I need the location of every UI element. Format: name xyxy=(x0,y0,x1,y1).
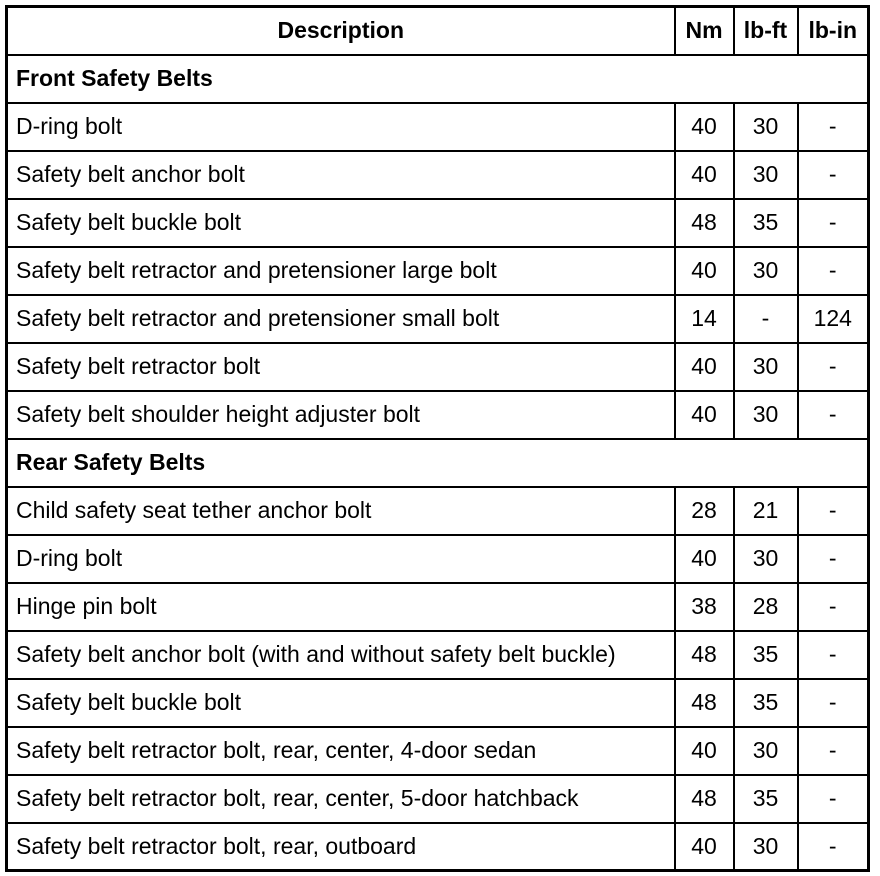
lbft-cell: 35 xyxy=(734,679,798,727)
section-title: Rear Safety Belts xyxy=(7,439,869,487)
description-cell: Safety belt buckle bolt xyxy=(7,199,675,247)
description-cell: D-ring bolt xyxy=(7,103,675,151)
lbft-cell: 30 xyxy=(734,727,798,775)
table-row xyxy=(7,487,869,535)
lbin-cell: - xyxy=(798,199,869,247)
lbin-cell: - xyxy=(798,487,869,535)
nm-cell: 48 xyxy=(675,199,734,247)
description-cell: Safety belt retractor bolt xyxy=(7,343,675,391)
lbft-cell: - xyxy=(734,295,798,343)
description-cell: Safety belt anchor bolt xyxy=(7,151,675,199)
table-row xyxy=(7,151,869,199)
lbin-cell: - xyxy=(798,247,869,295)
section-title: Front Safety Belts xyxy=(7,55,869,103)
lbin-cell: 124 xyxy=(798,295,869,343)
description-cell: Safety belt retractor and pretensioner large bolt xyxy=(7,247,675,295)
section-row xyxy=(7,439,869,487)
nm-cell: 40 xyxy=(675,823,734,871)
table-row xyxy=(7,823,869,871)
header-nm: Nm xyxy=(675,7,734,55)
table-row xyxy=(7,679,869,727)
description-cell: Safety belt retractor bolt, rear, center, 4-door sedan xyxy=(7,727,675,775)
lbin-cell: - xyxy=(798,391,869,439)
section-row xyxy=(7,55,869,103)
description-cell: Safety belt retractor and pretensioner small bolt xyxy=(7,295,675,343)
description-cell: D-ring bolt xyxy=(7,535,675,583)
table-row xyxy=(7,103,869,151)
description-cell: Safety belt retractor bolt, rear, center, 5-door hatchback xyxy=(7,775,675,823)
description-cell: Safety belt retractor bolt, rear, outboard xyxy=(7,823,675,871)
table-row xyxy=(7,583,869,631)
table-row xyxy=(7,535,869,583)
nm-cell: 48 xyxy=(675,679,734,727)
nm-cell: 28 xyxy=(675,487,734,535)
lbin-cell: - xyxy=(798,151,869,199)
lbft-cell: 30 xyxy=(734,391,798,439)
nm-cell: 40 xyxy=(675,151,734,199)
lbin-cell: - xyxy=(798,103,869,151)
table-body xyxy=(7,55,869,871)
lbft-cell: 35 xyxy=(734,631,798,679)
nm-cell: 40 xyxy=(675,343,734,391)
description-cell: Child safety seat tether anchor bolt xyxy=(7,487,675,535)
nm-cell: 14 xyxy=(675,295,734,343)
lbin-cell: - xyxy=(798,535,869,583)
nm-cell: 40 xyxy=(675,247,734,295)
lbft-cell: 21 xyxy=(734,487,798,535)
description-cell: Safety belt shoulder height adjuster bolt xyxy=(7,391,675,439)
lbin-cell: - xyxy=(798,727,869,775)
description-cell: Hinge pin bolt xyxy=(7,583,675,631)
lbin-cell: - xyxy=(798,679,869,727)
lbin-cell: - xyxy=(798,631,869,679)
header-row xyxy=(7,7,869,55)
nm-cell: 48 xyxy=(675,631,734,679)
lbin-cell: - xyxy=(798,775,869,823)
nm-cell: 40 xyxy=(675,391,734,439)
table-row xyxy=(7,727,869,775)
table-row xyxy=(7,631,869,679)
header-description: Description xyxy=(7,7,675,55)
lbft-cell: 30 xyxy=(734,343,798,391)
nm-cell: 48 xyxy=(675,775,734,823)
lbft-cell: 35 xyxy=(734,775,798,823)
table-header xyxy=(7,7,869,55)
torque-spec-table xyxy=(5,5,870,872)
description-cell: Safety belt anchor bolt (with and without safety belt buckle) xyxy=(7,631,675,679)
lbft-cell: 30 xyxy=(734,151,798,199)
header-lbft: lb-ft xyxy=(734,7,798,55)
table-row xyxy=(7,199,869,247)
nm-cell: 40 xyxy=(675,103,734,151)
nm-cell: 40 xyxy=(675,535,734,583)
lbft-cell: 30 xyxy=(734,247,798,295)
lbft-cell: 30 xyxy=(734,535,798,583)
lbft-cell: 30 xyxy=(734,823,798,871)
table-row xyxy=(7,775,869,823)
lbft-cell: 30 xyxy=(734,103,798,151)
table-row xyxy=(7,391,869,439)
lbft-cell: 28 xyxy=(734,583,798,631)
nm-cell: 40 xyxy=(675,727,734,775)
lbin-cell: - xyxy=(798,823,869,871)
header-lbin: lb-in xyxy=(798,7,869,55)
lbft-cell: 35 xyxy=(734,199,798,247)
table-row xyxy=(7,247,869,295)
nm-cell: 38 xyxy=(675,583,734,631)
table-row xyxy=(7,295,869,343)
lbin-cell: - xyxy=(798,343,869,391)
description-cell: Safety belt buckle bolt xyxy=(7,679,675,727)
lbin-cell: - xyxy=(798,583,869,631)
table-row xyxy=(7,343,869,391)
